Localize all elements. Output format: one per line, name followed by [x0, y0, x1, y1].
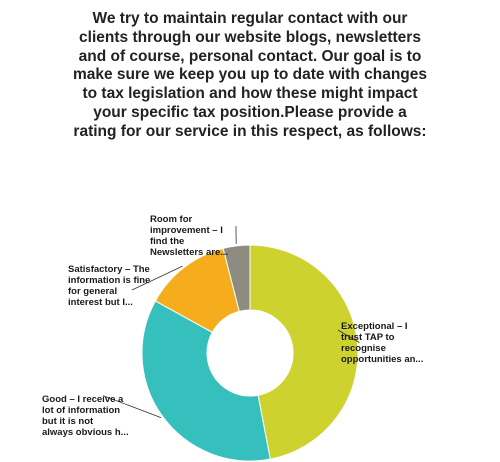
slice-label-good: Good – I receive a lot of information but it is not always obvious h...: [42, 394, 129, 438]
donut-hole: [207, 310, 293, 396]
slice-label-room-for-improvement: Room for improvement – I find the Newsletters are...: [150, 214, 229, 258]
slice-label-exceptional: Exceptional – I trust TAP to recognise opportunities an...: [341, 321, 424, 365]
chart-title: We try to maintain regular contact with our clients through our website blogs, newsletters and of course, personal contact. Our goal is to make sure we keep you up to date with changes to tax legislation and how these might impact your specific tax position.Please provide a rating for our service in this respect, as follows:: [72, 10, 428, 140]
slice-label-satisfactory: Satisfactory – The information is fine for general interest but I...: [68, 264, 151, 308]
